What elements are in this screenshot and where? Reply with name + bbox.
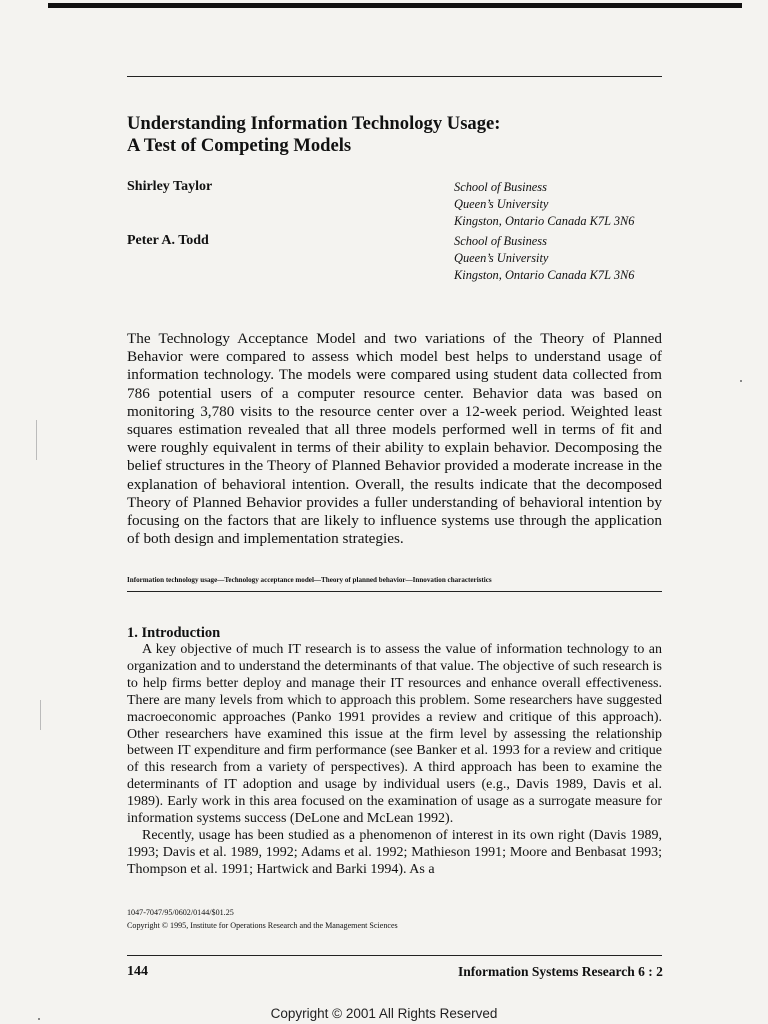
scan-copyright-notice: Copyright © 2001 All Rights Reserved bbox=[270, 1006, 498, 1021]
footer-rule bbox=[127, 955, 662, 956]
abstract: The Technology Acceptance Model and two variations of the Theory of Planned Behavior were compared to assess which model best helps to understand usage of information technology. The models were compared using student data collected from 786 potential users of a computer resource center. Behavior data was based on monitoring 3,780 visits to the resource center over a 12-week period. Weighted least squares estimation revealed that all three models performed well in terms of fit and were roughly equivalent in terms of their ability to explain behavior. Decomposing the belief structures in the Theory of Planned Behavior provided a moderate increase in the explanation of behavioral intention. Overall, the results indicate that the decomposed Theory of Planned Behavior provides a fuller understanding of behavioral intention by focusing on the factors that are likely to influence systems use through the application of both design and implementation strategies. bbox=[127, 330, 662, 548]
author-affiliation-2 bbox=[454, 233, 635, 285]
journal-citation: Information Systems Research 6 : 2 bbox=[458, 964, 663, 979]
affiliation-line: Kingston, Ontario Canada K7L 3N6 bbox=[454, 268, 635, 283]
header-rule bbox=[127, 76, 662, 77]
page-number: 144 bbox=[127, 964, 148, 979]
scan-speck bbox=[36, 420, 37, 460]
affiliation-line: School of Business bbox=[454, 234, 547, 248]
author-name-2: Peter A. Todd bbox=[127, 233, 209, 248]
affiliation-line: Queen’s University bbox=[454, 251, 549, 266]
body-paragraph-1: A key objective of much IT research is to assess the value of information technology to an organization and to understand the determinants of that value. The objective of such research is to help firms better deploy and manage their IT resources and enhance overall effectiveness. There are many levels from which to approach this problem. Some researchers have suggested macroeconomic approaches (Panko 1991 provides a review and critique of this approach). Other researchers have examined this issue at the firm level by assessing the relationship between IT expenditure and firm performance (see Banker et al. 1993 for a review and critique of this research from a variety of perspectives). A third approach has been to examine the determinants of IT adoption and usage by individual users (e.g., Davis 1989, Davis et al. 1989). Early work in this area focused on the examination of usage as a surrogate measure for information systems success (DeLone and McLean 1992). bbox=[127, 642, 662, 827]
title-line-1: Understanding Information Technology Usage: bbox=[127, 113, 501, 134]
section-heading-introduction: 1. Introduction bbox=[127, 625, 221, 641]
affiliation-line: Kingston, Ontario Canada K7L 3N6 bbox=[454, 214, 635, 229]
top-border-bar bbox=[48, 3, 742, 8]
title-line-2: A Test of Competing Models bbox=[127, 135, 352, 156]
affiliation-line: School of Business bbox=[454, 180, 547, 194]
body-paragraph-2: Recently, usage has been studied as a phenomenon of interest in its own right (Davis 1989, 1993; Davis et al. 1989, 1992; Adams et al. 1992; Mathieson 1991; Moore and Benbasat 1993; Thompson et al. 1991; Hartwick and Barki 1994). As a bbox=[127, 827, 662, 877]
issn-code: 1047-7047/95/0602/0144/$01.25 bbox=[127, 908, 234, 917]
keywords: Information technology usage—Technology acceptance model—Theory of planned behavior—Innovation characteristics bbox=[127, 576, 492, 584]
scan-speck bbox=[38, 1018, 40, 1020]
keywords-rule bbox=[127, 591, 662, 592]
affiliation-line: Queen’s University bbox=[454, 197, 549, 212]
scan-speck bbox=[40, 700, 41, 730]
publisher-copyright: Copyright © 1995, Institute for Operations Research and the Management Sciences bbox=[127, 921, 398, 930]
article-title bbox=[127, 113, 662, 157]
scan-speck bbox=[740, 380, 742, 382]
author-affiliation-1 bbox=[454, 179, 635, 231]
author-name-1: Shirley Taylor bbox=[127, 179, 213, 194]
introduction-body bbox=[127, 642, 662, 879]
